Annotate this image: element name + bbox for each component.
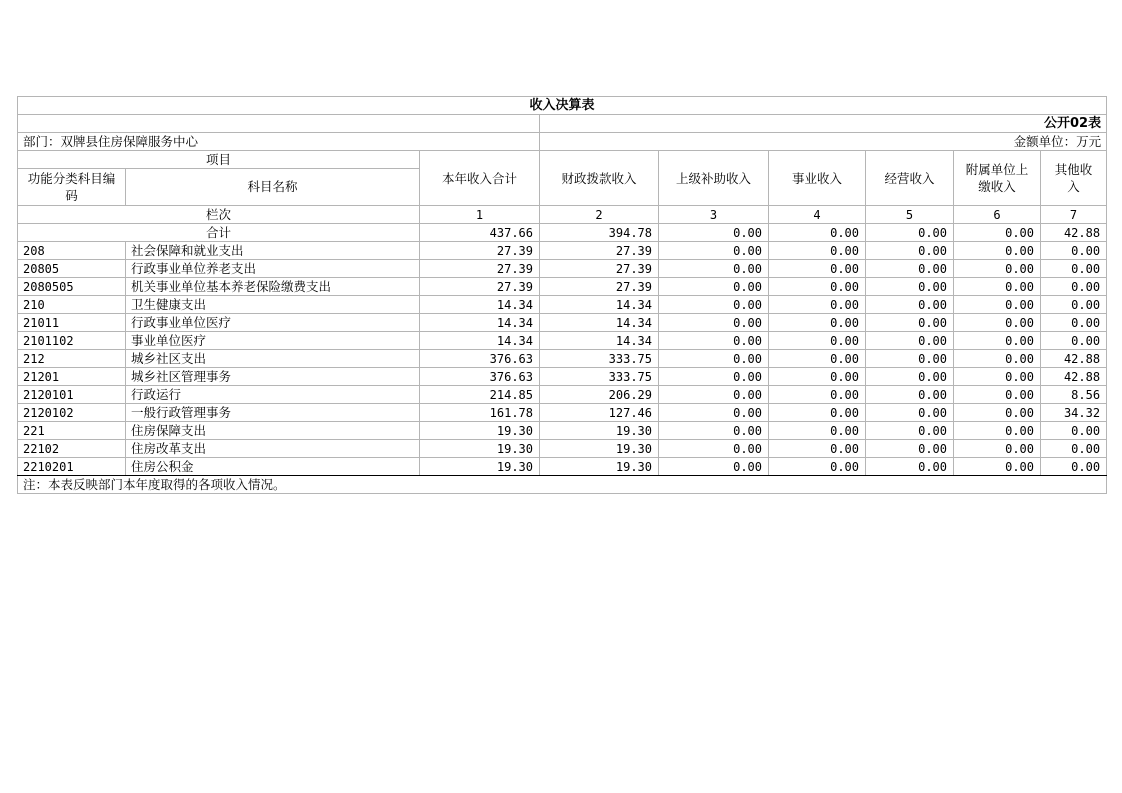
row-value: 0.00 [954, 278, 1041, 296]
row-code: 210 [18, 296, 126, 314]
table-row [18, 440, 1107, 458]
row-value: 0.00 [659, 368, 769, 386]
row-value: 0.00 [769, 368, 866, 386]
row-value: 0.00 [866, 296, 954, 314]
row-name: 城乡社区管理事务 [126, 368, 420, 386]
total-row [18, 224, 1107, 242]
row-value: 0.00 [659, 260, 769, 278]
row-value: 0.00 [954, 440, 1041, 458]
row-value: 0.00 [866, 386, 954, 404]
table-row [18, 350, 1107, 368]
row-value: 8.56 [1041, 386, 1107, 404]
table-row [18, 260, 1107, 278]
row-value: 14.34 [540, 296, 659, 314]
table-row [18, 368, 1107, 386]
row-value: 0.00 [659, 242, 769, 260]
row-value: 0.00 [659, 404, 769, 422]
table-title: 收入决算表 [18, 97, 1107, 115]
table-row [18, 332, 1107, 350]
row-value: 0.00 [954, 422, 1041, 440]
row-value: 0.00 [659, 440, 769, 458]
row-code: 221 [18, 422, 126, 440]
row-value: 0.00 [954, 404, 1041, 422]
row-value: 0.00 [769, 332, 866, 350]
note-row [18, 476, 1107, 494]
row-value: 0.00 [769, 458, 866, 476]
row-value: 0.00 [659, 458, 769, 476]
total-value: 0.00 [954, 224, 1041, 242]
row-value: 0.00 [659, 332, 769, 350]
row-value: 0.00 [1041, 422, 1107, 440]
row-value: 19.30 [540, 422, 659, 440]
row-value: 0.00 [866, 350, 954, 368]
row-name: 行政事业单位养老支出 [126, 260, 420, 278]
index-3: 3 [659, 206, 769, 224]
row-value: 0.00 [866, 368, 954, 386]
row-value: 0.00 [1041, 332, 1107, 350]
row-value: 19.30 [420, 440, 540, 458]
header-col-3: 上级补助收入 [659, 151, 769, 206]
table-row [18, 278, 1107, 296]
row-value: 0.00 [1041, 242, 1107, 260]
header-col-2: 财政拨款收入 [540, 151, 659, 206]
row-value: 27.39 [540, 260, 659, 278]
row-value: 0.00 [866, 278, 954, 296]
table-row [18, 314, 1107, 332]
index-2: 2 [540, 206, 659, 224]
row-value: 0.00 [866, 242, 954, 260]
row-value: 14.34 [420, 314, 540, 332]
index-1: 1 [420, 206, 540, 224]
index-6: 6 [954, 206, 1041, 224]
row-code: 2120101 [18, 386, 126, 404]
row-value: 14.34 [540, 314, 659, 332]
row-value: 14.34 [540, 332, 659, 350]
header-item: 项目 [18, 151, 420, 169]
header-col-5: 经营收入 [866, 151, 954, 206]
row-name: 住房公积金 [126, 458, 420, 476]
row-code: 2210201 [18, 458, 126, 476]
row-code: 2120102 [18, 404, 126, 422]
row-value: 376.63 [420, 350, 540, 368]
table-row [18, 296, 1107, 314]
row-value: 0.00 [769, 404, 866, 422]
income-final-accounts-sheet [17, 96, 1106, 494]
row-name: 行政事业单位医疗 [126, 314, 420, 332]
row-value: 0.00 [954, 386, 1041, 404]
row-value: 0.00 [1041, 278, 1107, 296]
table-row [18, 422, 1107, 440]
row-value: 0.00 [954, 368, 1041, 386]
total-value: 0.00 [659, 224, 769, 242]
row-value: 0.00 [659, 314, 769, 332]
total-value: 394.78 [540, 224, 659, 242]
header-col-1: 本年收入合计 [420, 151, 540, 206]
row-value: 27.39 [540, 278, 659, 296]
total-value: 42.88 [1041, 224, 1107, 242]
row-value: 27.39 [420, 278, 540, 296]
row-value: 0.00 [769, 260, 866, 278]
header-col-7: 其他收入 [1041, 151, 1107, 206]
row-name: 卫生健康支出 [126, 296, 420, 314]
table-row [18, 458, 1107, 476]
table-note: 注：本表反映部门本年度取得的各项收入情况。 [18, 476, 1107, 494]
row-value: 0.00 [954, 332, 1041, 350]
row-value: 0.00 [866, 314, 954, 332]
row-value: 161.78 [420, 404, 540, 422]
row-value: 14.34 [420, 296, 540, 314]
row-value: 0.00 [954, 458, 1041, 476]
index-row [18, 206, 1107, 224]
row-value: 27.39 [420, 242, 540, 260]
header-col-6: 附属单位上缴收入 [954, 151, 1041, 206]
row-code: 2080505 [18, 278, 126, 296]
form-no-row [18, 115, 1107, 133]
row-value: 0.00 [954, 314, 1041, 332]
row-value: 0.00 [1041, 458, 1107, 476]
row-value: 14.34 [420, 332, 540, 350]
row-value: 0.00 [1041, 260, 1107, 278]
row-value: 0.00 [659, 278, 769, 296]
row-value: 19.30 [540, 458, 659, 476]
header-code: 功能分类科目编码 [18, 169, 126, 206]
row-value: 0.00 [866, 440, 954, 458]
total-value: 0.00 [866, 224, 954, 242]
row-value: 0.00 [659, 422, 769, 440]
row-value: 376.63 [420, 368, 540, 386]
row-code: 22102 [18, 440, 126, 458]
row-value: 0.00 [769, 422, 866, 440]
row-value: 0.00 [1041, 296, 1107, 314]
total-value: 437.66 [420, 224, 540, 242]
row-name: 机关事业单位基本养老保险缴费支出 [126, 278, 420, 296]
row-value: 0.00 [866, 332, 954, 350]
row-value: 0.00 [1041, 314, 1107, 332]
row-value: 333.75 [540, 368, 659, 386]
row-value: 0.00 [659, 350, 769, 368]
row-value: 0.00 [954, 260, 1041, 278]
row-value: 0.00 [769, 386, 866, 404]
table-row [18, 386, 1107, 404]
index-label: 栏次 [18, 206, 420, 224]
header-col-4: 事业收入 [769, 151, 866, 206]
row-name: 事业单位医疗 [126, 332, 420, 350]
row-value: 0.00 [866, 404, 954, 422]
title-row [18, 97, 1107, 115]
row-value: 0.00 [769, 296, 866, 314]
index-4: 4 [769, 206, 866, 224]
row-value: 0.00 [769, 314, 866, 332]
index-5: 5 [866, 206, 954, 224]
row-code: 208 [18, 242, 126, 260]
row-value: 27.39 [540, 242, 659, 260]
row-code: 2101102 [18, 332, 126, 350]
header-name: 科目名称 [126, 169, 420, 206]
department-label: 部门：双牌县住房保障服务中心 [18, 133, 540, 151]
row-value: 19.30 [540, 440, 659, 458]
row-code: 20805 [18, 260, 126, 278]
income-table [17, 96, 1107, 494]
row-name: 住房改革支出 [126, 440, 420, 458]
row-value: 0.00 [954, 296, 1041, 314]
row-value: 0.00 [954, 242, 1041, 260]
row-value: 206.29 [540, 386, 659, 404]
row-value: 34.32 [1041, 404, 1107, 422]
total-label: 合计 [18, 224, 420, 242]
row-value: 0.00 [866, 458, 954, 476]
row-name: 社会保障和就业支出 [126, 242, 420, 260]
row-value: 0.00 [769, 350, 866, 368]
total-value: 0.00 [769, 224, 866, 242]
meta-row [18, 133, 1107, 151]
row-value: 27.39 [420, 260, 540, 278]
row-value: 0.00 [769, 278, 866, 296]
unit-label: 金额单位：万元 [540, 133, 1107, 151]
row-value: 0.00 [866, 260, 954, 278]
row-value: 333.75 [540, 350, 659, 368]
table-row [18, 404, 1107, 422]
row-value: 0.00 [659, 386, 769, 404]
row-value: 19.30 [420, 458, 540, 476]
row-code: 21011 [18, 314, 126, 332]
form-number: 公开02表 [540, 115, 1107, 133]
row-name: 住房保障支出 [126, 422, 420, 440]
row-value: 0.00 [1041, 440, 1107, 458]
row-name: 城乡社区支出 [126, 350, 420, 368]
row-value: 0.00 [954, 350, 1041, 368]
row-value: 214.85 [420, 386, 540, 404]
row-value: 0.00 [659, 296, 769, 314]
row-name: 一般行政管理事务 [126, 404, 420, 422]
row-code: 21201 [18, 368, 126, 386]
row-value: 42.88 [1041, 350, 1107, 368]
row-name: 行政运行 [126, 386, 420, 404]
header-row-1 [18, 151, 1107, 169]
row-value: 19.30 [420, 422, 540, 440]
index-7: 7 [1041, 206, 1107, 224]
row-code: 212 [18, 350, 126, 368]
row-value: 0.00 [769, 242, 866, 260]
row-value: 0.00 [866, 422, 954, 440]
row-value: 42.88 [1041, 368, 1107, 386]
table-row [18, 242, 1107, 260]
row-value: 127.46 [540, 404, 659, 422]
row-value: 0.00 [769, 440, 866, 458]
